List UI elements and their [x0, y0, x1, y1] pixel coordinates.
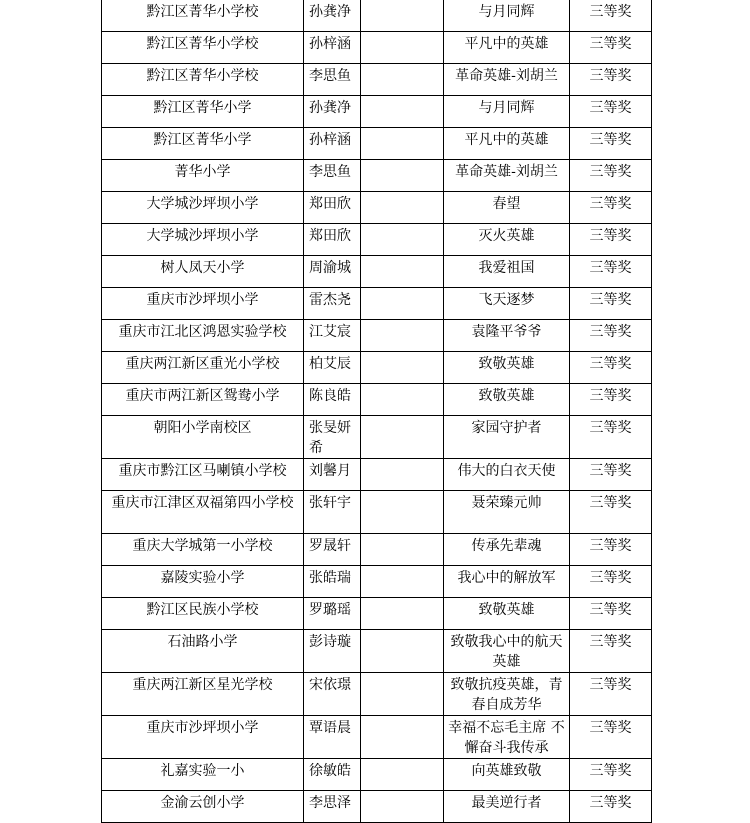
school-cell: 石油路小学 [102, 630, 304, 673]
award-cell: 三等奖 [570, 320, 652, 352]
work-title-cell: 与月同辉 [444, 0, 570, 32]
school-cell: 黔江区菁华小学校 [102, 64, 304, 96]
table-row [102, 759, 652, 791]
award-cell: 三等奖 [570, 32, 652, 64]
work-title-cell: 平凡中的英雄 [444, 128, 570, 160]
work-title-cell: 最美逆行者 [444, 791, 570, 823]
work-title-cell: 我心中的解放军 [444, 566, 570, 598]
school-cell: 重庆市沙坪坝小学 [102, 288, 304, 320]
award-cell: 三等奖 [570, 459, 652, 491]
table-row [102, 534, 652, 566]
school-cell: 重庆市江北区鸿恩实验学校 [102, 320, 304, 352]
work-title-cell: 致敬我心中的航天英雄 [444, 630, 570, 673]
award-table [101, 0, 652, 823]
table-row [102, 320, 652, 352]
award-cell: 三等奖 [570, 630, 652, 673]
table-row [102, 0, 652, 32]
student-name-cell: 李思鱼 [304, 160, 361, 192]
student-name-cell: 宋依璟 [304, 673, 361, 716]
work-title-cell: 向英雄致敬 [444, 759, 570, 791]
work-title-cell: 革命英雄-刘胡兰 [444, 64, 570, 96]
school-cell: 重庆市两江新区鸳鸯小学 [102, 384, 304, 416]
award-cell: 三等奖 [570, 160, 652, 192]
blank-cell [361, 352, 444, 384]
table-row [102, 384, 652, 416]
blank-cell [361, 256, 444, 288]
student-name-cell: 柏艾辰 [304, 352, 361, 384]
student-name-cell: 孙龚净 [304, 0, 361, 32]
student-name-cell: 覃语晨 [304, 716, 361, 759]
blank-cell [361, 791, 444, 823]
school-cell: 黔江区菁华小学校 [102, 32, 304, 64]
work-title-cell: 飞天逐梦 [444, 288, 570, 320]
student-name-cell: 周渝城 [304, 256, 361, 288]
school-cell: 重庆两江新区重光小学校 [102, 352, 304, 384]
table-row [102, 491, 652, 534]
blank-cell [361, 598, 444, 630]
blank-cell [361, 416, 444, 459]
school-cell: 菁华小学 [102, 160, 304, 192]
award-cell: 三等奖 [570, 759, 652, 791]
blank-cell [361, 716, 444, 759]
award-cell: 三等奖 [570, 64, 652, 96]
award-cell: 三等奖 [570, 534, 652, 566]
table-row [102, 160, 652, 192]
table-row [102, 192, 652, 224]
table-row [102, 352, 652, 384]
table-row [102, 128, 652, 160]
work-title-cell: 伟大的白衣天使 [444, 459, 570, 491]
student-name-cell: 江艾宸 [304, 320, 361, 352]
school-cell: 重庆市江津区双福第四小学校 [102, 491, 304, 534]
school-cell: 黔江区菁华小学校 [102, 0, 304, 32]
award-cell: 三等奖 [570, 716, 652, 759]
blank-cell [361, 64, 444, 96]
table-row [102, 224, 652, 256]
student-name-cell: 张轩宇 [304, 491, 361, 534]
award-cell: 三等奖 [570, 256, 652, 288]
table-row [102, 791, 652, 823]
school-cell: 朝阳小学南校区 [102, 416, 304, 459]
award-cell: 三等奖 [570, 491, 652, 534]
work-title-cell: 幸福不忘毛主席 不懈奋斗我传承 [444, 716, 570, 759]
blank-cell [361, 32, 444, 64]
student-name-cell: 郑田欣 [304, 224, 361, 256]
student-name-cell: 孙梓涵 [304, 32, 361, 64]
award-cell: 三等奖 [570, 416, 652, 459]
table-row [102, 716, 652, 759]
student-name-cell: 陈良皓 [304, 384, 361, 416]
blank-cell [361, 160, 444, 192]
award-list-sheet [101, 0, 652, 823]
work-title-cell: 传承先辈魂 [444, 534, 570, 566]
award-cell: 三等奖 [570, 673, 652, 716]
award-table-body [102, 0, 652, 823]
table-row [102, 288, 652, 320]
table-row [102, 64, 652, 96]
blank-cell [361, 491, 444, 534]
blank-cell [361, 630, 444, 673]
blank-cell [361, 566, 444, 598]
school-cell: 大学城沙坪坝小学 [102, 192, 304, 224]
award-cell: 三等奖 [570, 288, 652, 320]
student-name-cell: 李思鱼 [304, 64, 361, 96]
blank-cell [361, 224, 444, 256]
work-title-cell: 聂荣臻元帅 [444, 491, 570, 534]
work-title-cell: 致敬英雄 [444, 384, 570, 416]
blank-cell [361, 459, 444, 491]
award-cell: 三等奖 [570, 0, 652, 32]
work-title-cell: 致敬英雄 [444, 598, 570, 630]
student-name-cell: 徐敏皓 [304, 759, 361, 791]
student-name-cell: 罗晟轩 [304, 534, 361, 566]
work-title-cell: 春望 [444, 192, 570, 224]
student-name-cell: 张皓瑞 [304, 566, 361, 598]
table-row [102, 96, 652, 128]
student-name-cell: 张旻妍希 [304, 416, 361, 459]
school-cell: 重庆大学城第一小学校 [102, 534, 304, 566]
school-cell: 重庆两江新区星光学校 [102, 673, 304, 716]
award-cell: 三等奖 [570, 384, 652, 416]
award-cell: 三等奖 [570, 791, 652, 823]
work-title-cell: 袁隆平爷爷 [444, 320, 570, 352]
student-name-cell: 李思泽 [304, 791, 361, 823]
work-title-cell: 灭火英雄 [444, 224, 570, 256]
table-row [102, 32, 652, 64]
work-title-cell: 致敬英雄 [444, 352, 570, 384]
student-name-cell: 罗璐瑶 [304, 598, 361, 630]
school-cell: 黔江区民族小学校 [102, 598, 304, 630]
blank-cell [361, 192, 444, 224]
blank-cell [361, 288, 444, 320]
school-cell: 黔江区菁华小学 [102, 96, 304, 128]
school-cell: 嘉陵实验小学 [102, 566, 304, 598]
award-cell: 三等奖 [570, 128, 652, 160]
student-name-cell: 彭诗璇 [304, 630, 361, 673]
award-cell: 三等奖 [570, 566, 652, 598]
table-row [102, 459, 652, 491]
student-name-cell: 孙梓涵 [304, 128, 361, 160]
work-title-cell: 与月同辉 [444, 96, 570, 128]
award-cell: 三等奖 [570, 224, 652, 256]
school-cell: 礼嘉实验一小 [102, 759, 304, 791]
blank-cell [361, 673, 444, 716]
student-name-cell: 郑田欣 [304, 192, 361, 224]
blank-cell [361, 320, 444, 352]
work-title-cell: 家园守护者 [444, 416, 570, 459]
table-row [102, 416, 652, 459]
table-row [102, 598, 652, 630]
table-row [102, 630, 652, 673]
school-cell: 大学城沙坪坝小学 [102, 224, 304, 256]
table-row [102, 256, 652, 288]
blank-cell [361, 534, 444, 566]
student-name-cell: 雷杰尧 [304, 288, 361, 320]
student-name-cell: 孙龚净 [304, 96, 361, 128]
school-cell: 金渝云创小学 [102, 791, 304, 823]
table-row [102, 566, 652, 598]
table-row [102, 673, 652, 716]
school-cell: 重庆市黔江区马喇镇小学校 [102, 459, 304, 491]
award-cell: 三等奖 [570, 352, 652, 384]
school-cell: 黔江区菁华小学 [102, 128, 304, 160]
student-name-cell: 刘馨月 [304, 459, 361, 491]
school-cell: 树人凤天小学 [102, 256, 304, 288]
award-cell: 三等奖 [570, 598, 652, 630]
blank-cell [361, 128, 444, 160]
work-title-cell: 致敬抗疫英雄，青春自成芳华 [444, 673, 570, 716]
work-title-cell: 平凡中的英雄 [444, 32, 570, 64]
work-title-cell: 革命英雄-刘胡兰 [444, 160, 570, 192]
blank-cell [361, 96, 444, 128]
blank-cell [361, 0, 444, 32]
school-cell: 重庆市沙坪坝小学 [102, 716, 304, 759]
award-cell: 三等奖 [570, 192, 652, 224]
award-cell: 三等奖 [570, 96, 652, 128]
work-title-cell: 我爱祖国 [444, 256, 570, 288]
blank-cell [361, 384, 444, 416]
blank-cell [361, 759, 444, 791]
